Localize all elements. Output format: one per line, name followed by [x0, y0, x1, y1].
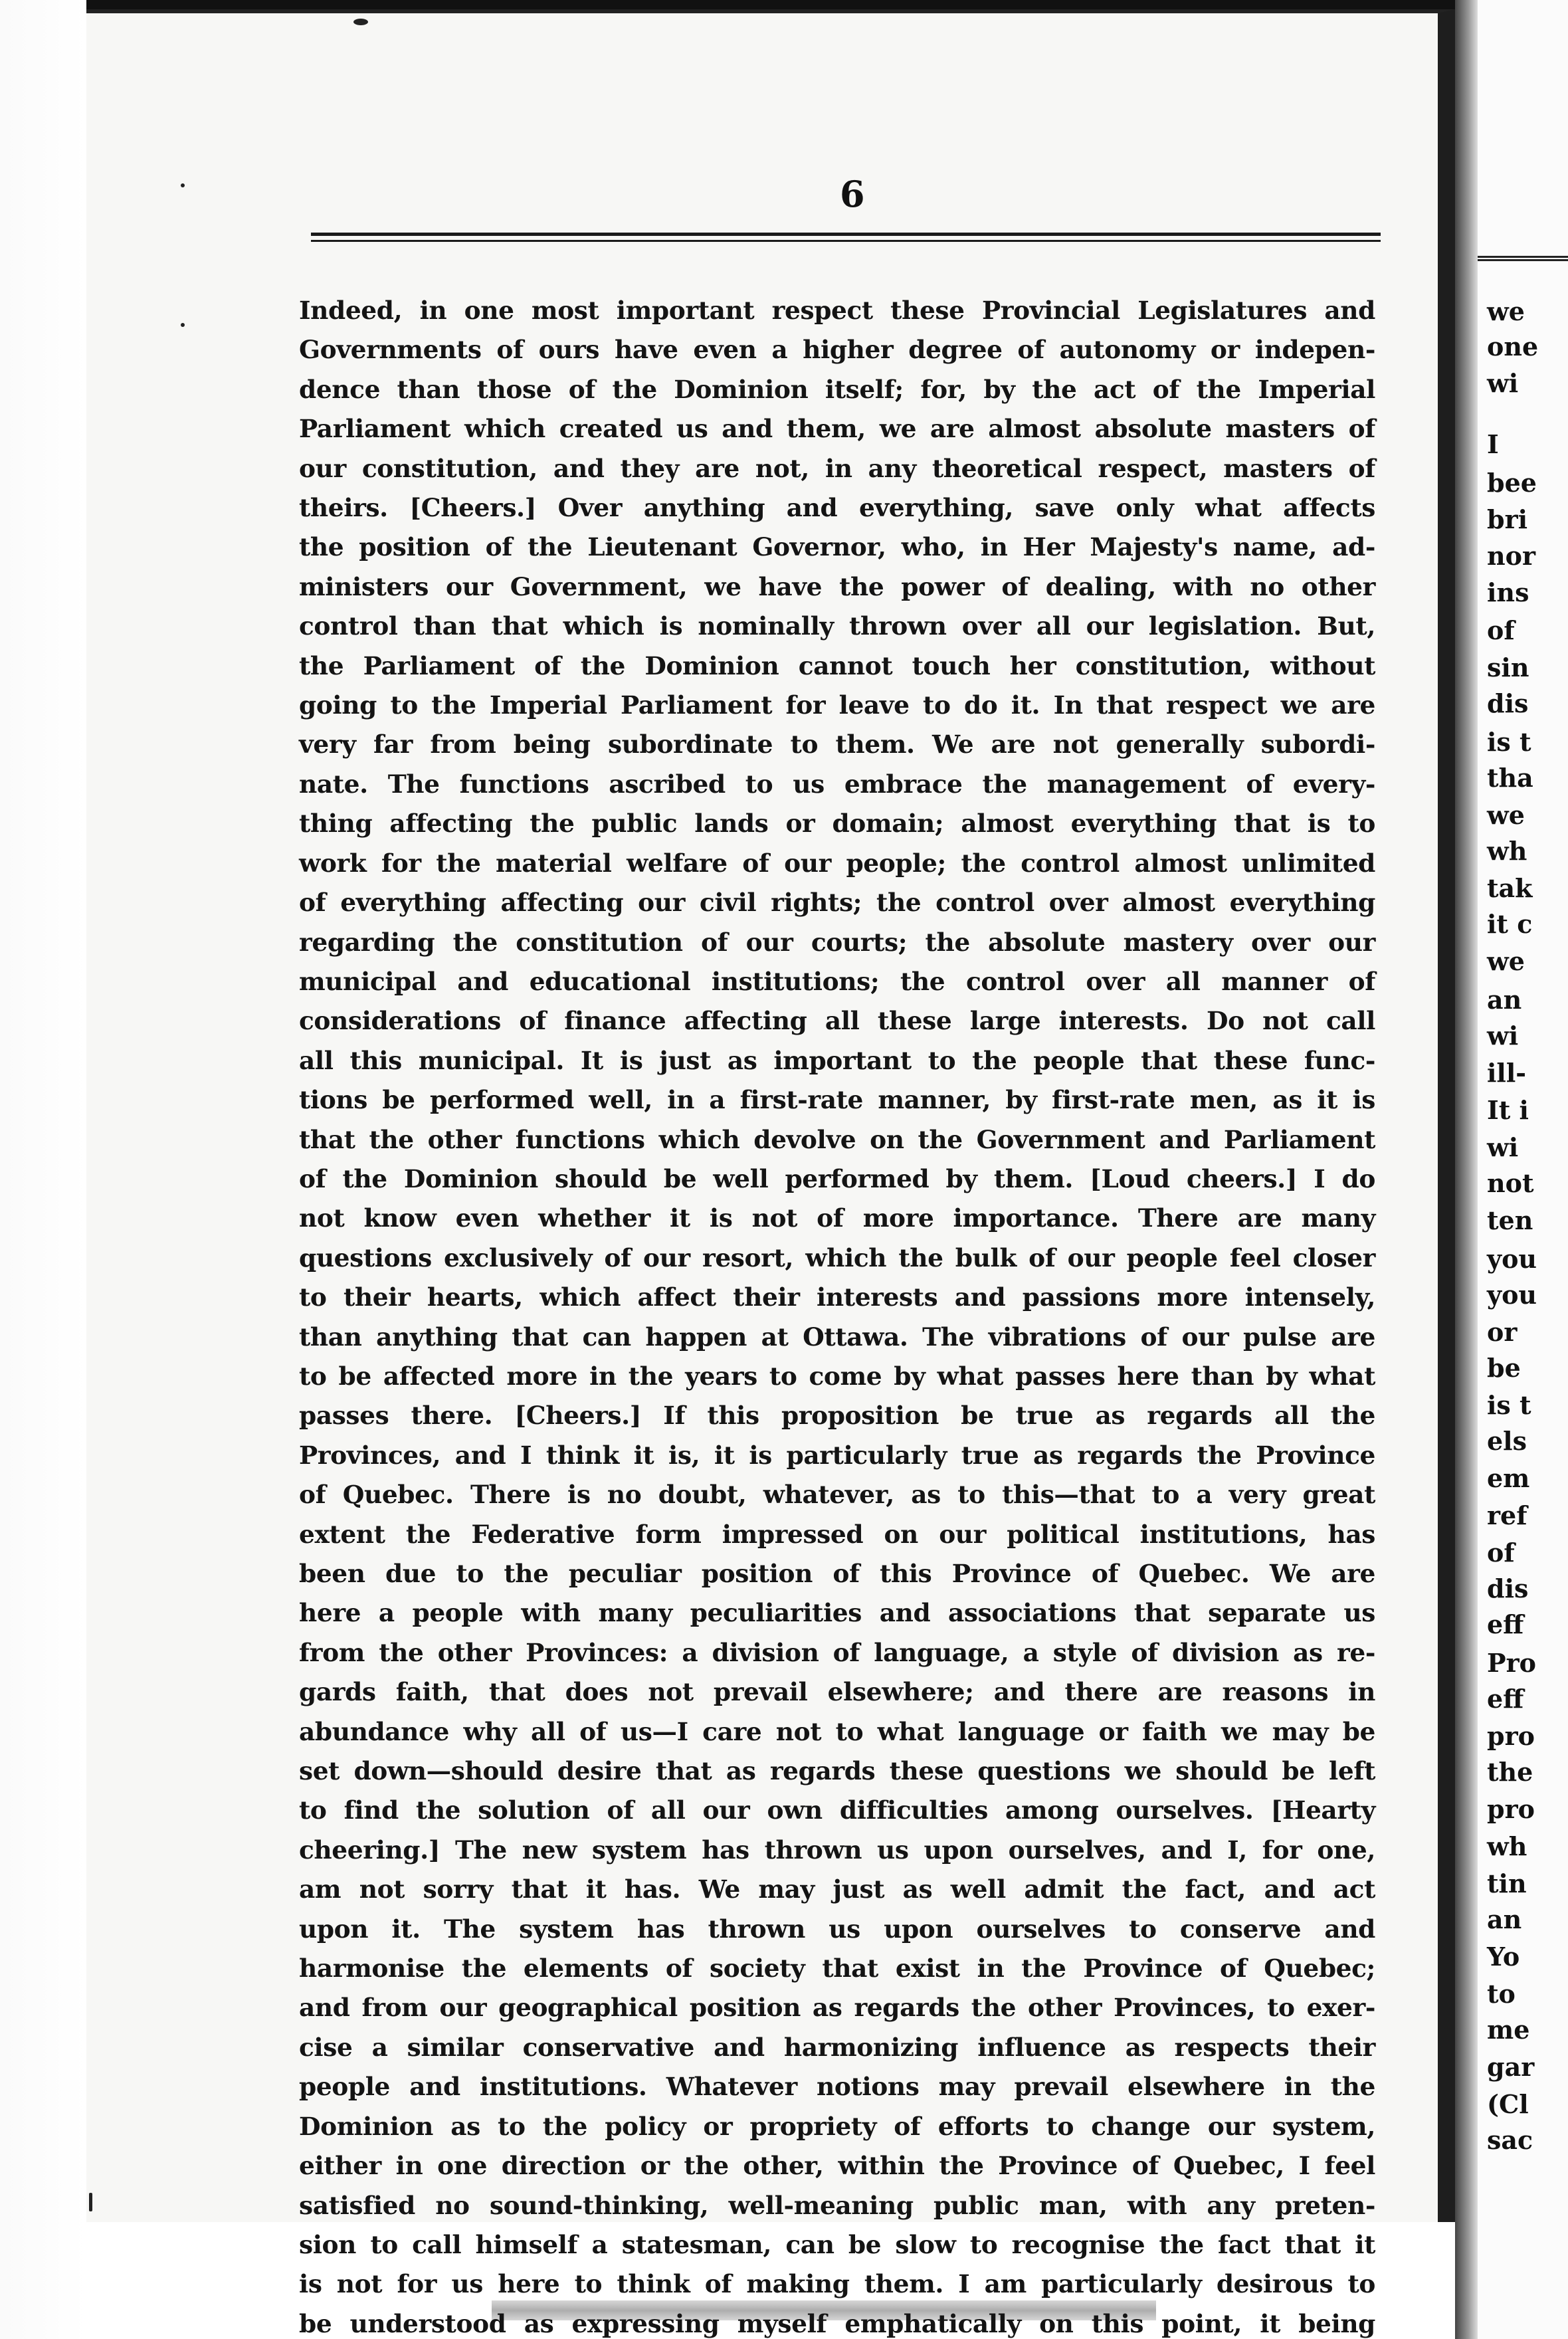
facing-page-fragment: the [1487, 1757, 1533, 1787]
text-line: municipal and educational institutions; the control over all manner of [299, 966, 1375, 996]
text-line: Indeed, in one most important respect these Provincial Legislatures and [299, 296, 1375, 325]
text-line: to their hearts, which affect their interests and passions more intensely, [299, 1282, 1375, 1312]
facing-page-fragment: tak [1487, 873, 1533, 903]
facing-page-fragment: ten [1487, 1205, 1533, 1235]
facing-page-fragment: wh [1487, 1831, 1527, 1861]
facing-page-fragment: of [1487, 615, 1515, 645]
text-line: is not for us here to think of making them. I am particularly desirous to [299, 2269, 1375, 2299]
facing-page-fragment: an [1487, 985, 1522, 1015]
text-line: been due to the peculiar position of this Province of Quebec. We are [299, 1559, 1375, 1588]
facing-page-fragment: wi [1487, 368, 1519, 398]
facing-page-fragment: dis [1487, 1574, 1529, 1603]
text-line: extent the Federative form impressed on our political institutions, has [299, 1519, 1375, 1549]
text-line: and from our geographical position as regards the other Provinces, to exer- [299, 1993, 1375, 2023]
text-line: the Parliament of the Dominion cannot touch her constitution, without [299, 651, 1375, 680]
facing-page-fragment: I [1487, 429, 1499, 459]
facing-page-fragment: we [1487, 296, 1525, 326]
facing-page-fragment: not [1487, 1168, 1534, 1198]
facing-page [1478, 0, 1568, 2339]
facing-page-fragment: Yo [1487, 1942, 1520, 1972]
facing-page-fragment: eff [1487, 1609, 1524, 1639]
facing-page-fragment: (Cl [1487, 2089, 1529, 2119]
text-line: dence than those of the Dominion itself; for, by the act of the Imperial [299, 374, 1375, 404]
text-line: not know even whether it is not of more importance. There are many [299, 1203, 1375, 1233]
text-line: people and institutions. Whatever notions may prevail elsewhere in the [299, 2072, 1375, 2102]
text-line: to be affected more in the years to come by what passes here than by what [299, 1361, 1375, 1391]
text-line: ministers our Government, we have the power of dealing, with no other [299, 571, 1375, 601]
text-line: regarding the constitution of our courts; the absolute mastery over our [299, 927, 1375, 957]
text-line: of the Dominion should be well performed by them. [Loud cheers.] I do [299, 1164, 1375, 1193]
facing-page-fragment: we [1487, 946, 1525, 976]
ink-speck [89, 2193, 92, 2211]
text-line: to find the solution of all our own difficulties among ourselves. [Hearty [299, 1795, 1375, 1825]
facing-page-fragment: is t [1487, 727, 1531, 757]
facing-page-fragment: one [1487, 332, 1539, 361]
text-line: work for the material welfare of our people; the control almost unlimited [299, 848, 1375, 878]
text-line: abundance why all of us—I care not to what language or faith we may be [299, 1716, 1375, 1746]
text-line: control than that which is nominally thrown over all our legislation. But, [299, 611, 1375, 641]
text-line: either in one direction or the other, within the Province of Quebec, I feel [299, 2151, 1375, 2181]
facing-page-header-rule [1478, 256, 1568, 261]
facing-page-fragment: wi [1487, 1132, 1519, 1162]
facing-page-fragment: eff [1487, 1684, 1524, 1714]
facing-page-fragment: we [1487, 800, 1525, 830]
facing-page-fragment: you [1487, 1244, 1537, 1274]
facing-page-fragment: It i [1487, 1095, 1529, 1125]
facing-page-fragment: nor [1487, 541, 1535, 571]
text-line: tions be performed well, in a first-rate manner, by first-rate men, as it is [299, 1085, 1375, 1115]
text-line: the position of the Lieutenant Governor, who, in Her Majesty's name, ad- [299, 532, 1375, 562]
text-line: passes there. [Cheers.] If this proposition be true as regards all the [299, 1401, 1375, 1431]
facing-page-fragment: me [1487, 2015, 1530, 2045]
facing-page-fragment: pro [1487, 1794, 1535, 1824]
facing-page-fragment: Pro [1487, 1648, 1536, 1678]
facing-page-fragment: pro [1487, 1721, 1535, 1751]
facing-page-fragment: an [1487, 1904, 1522, 1934]
text-line: very far from being subordinate to them. We are not generally subordi- [299, 730, 1375, 760]
text-line: going to the Imperial Parliament for leave to do it. In that respect we are [299, 690, 1375, 720]
facing-page-fragment: is t [1487, 1390, 1531, 1420]
facing-page-fragment: em [1487, 1463, 1530, 1493]
facing-page-fragment: tin [1487, 1869, 1527, 1898]
text-line: from the other Provinces: a division of language, a style of division as re- [299, 1637, 1375, 1667]
text-line: that the other functions which devolve on the Government and Parliament [299, 1124, 1375, 1154]
facing-page-fragment: bee [1487, 468, 1537, 498]
facing-page-fragment: sin [1487, 653, 1529, 682]
text-line: of Quebec. There is no doubt, whatever, as to this—that to a very great [299, 1480, 1375, 1510]
facing-page-fragment: ill- [1487, 1058, 1527, 1088]
text-line: all this municipal. It is just as important to the people that these func- [299, 1045, 1375, 1075]
facing-page-fragment: gar [1487, 2052, 1535, 2082]
text-line: harmonise the elements of society that exist in the Province of Quebec; [299, 1954, 1375, 1983]
ink-speck [181, 323, 185, 327]
text-line: nate. The functions ascribed to us embrace the management of every- [299, 769, 1375, 799]
facing-page-fragment: it c [1487, 909, 1533, 939]
book-gutter [1455, 0, 1478, 2339]
facing-page-fragment: ins [1487, 577, 1529, 607]
text-line: questions exclusively of our resort, which the bulk of our people feel closer [299, 1243, 1375, 1272]
text-line: cheering.] The new system has thrown us upon ourselves, and I, for one, [299, 1835, 1375, 1865]
text-line: of everything affecting our civil rights; the control over almost everything [299, 888, 1375, 918]
page-number: 6 [840, 173, 865, 215]
text-line: upon it. The system has thrown us upon ourselves to conserve and [299, 1914, 1375, 1944]
facing-page-fragment: dis [1487, 688, 1529, 718]
body-text [299, 291, 1375, 2339]
facing-page-fragment: be [1487, 1353, 1521, 1383]
text-line: cise a similar conservative and harmonizing influence as respects their [299, 2032, 1375, 2062]
text-line: our constitution, and they are not, in any theoretical respect, masters of [299, 453, 1375, 483]
facing-page-fragment: to [1487, 1979, 1516, 2009]
text-line: am not sorry that it has. We may just as well admit the fact, and act [299, 1875, 1375, 1904]
facing-page-fragment: tha [1487, 763, 1533, 793]
text-line: theirs. [Cheers.] Over anything and everything, save only what affects [299, 493, 1375, 523]
text-line: gards faith, that does not prevail elsewhere; and there are reasons in [299, 1677, 1375, 1707]
facing-page-fragment: els [1487, 1426, 1527, 1456]
text-line: thing affecting the public lands or domain; almost everything that is to [299, 809, 1375, 839]
text-line: Governments of ours have even a higher degree of autonomy or indepen- [299, 335, 1375, 365]
text-line: Provinces, and I think it is, it is particularly true as regards the Province [299, 1440, 1375, 1470]
ink-speck [181, 183, 185, 187]
ink-speck [353, 19, 368, 25]
text-line: be understood as expressing myself emphatically on this point, it being [299, 2308, 1375, 2338]
facing-page-fragment: of [1487, 1538, 1515, 1568]
facing-page-fragment: or [1487, 1317, 1518, 1347]
text-line: here a people with many peculiarities and associations that separate us [299, 1598, 1375, 1628]
header-rule [311, 233, 1381, 242]
text-line: satisfied no sound-thinking, well-meaning public man, with any preten- [299, 2190, 1375, 2220]
facing-page-fragment: wh [1487, 836, 1527, 866]
text-line: set down—should desire that as regards these questions we should be left [299, 1756, 1375, 1786]
scan-left-margin [0, 0, 86, 2339]
facing-page-fragment: ref [1487, 1500, 1527, 1530]
text-line: than anything that can happen at Ottawa. The vibrations of our pulse are [299, 1322, 1375, 1352]
text-line: sion to call himself a statesman, can be slow to recognise the fact that it [299, 2229, 1375, 2259]
facing-page-fragment: you [1487, 1280, 1537, 1310]
text-line: considerations of finance affecting all these large interests. Do not call [299, 1006, 1375, 1036]
facing-page-fragment: sac [1487, 2125, 1533, 2155]
facing-page-fragment: wi [1487, 1021, 1519, 1051]
facing-page-fragment: bri [1487, 504, 1528, 534]
text-line: Dominion as to the policy or propriety of efforts to change our system, [299, 2111, 1375, 2141]
text-line: Parliament which created us and them, we are almost absolute masters of [299, 414, 1375, 444]
